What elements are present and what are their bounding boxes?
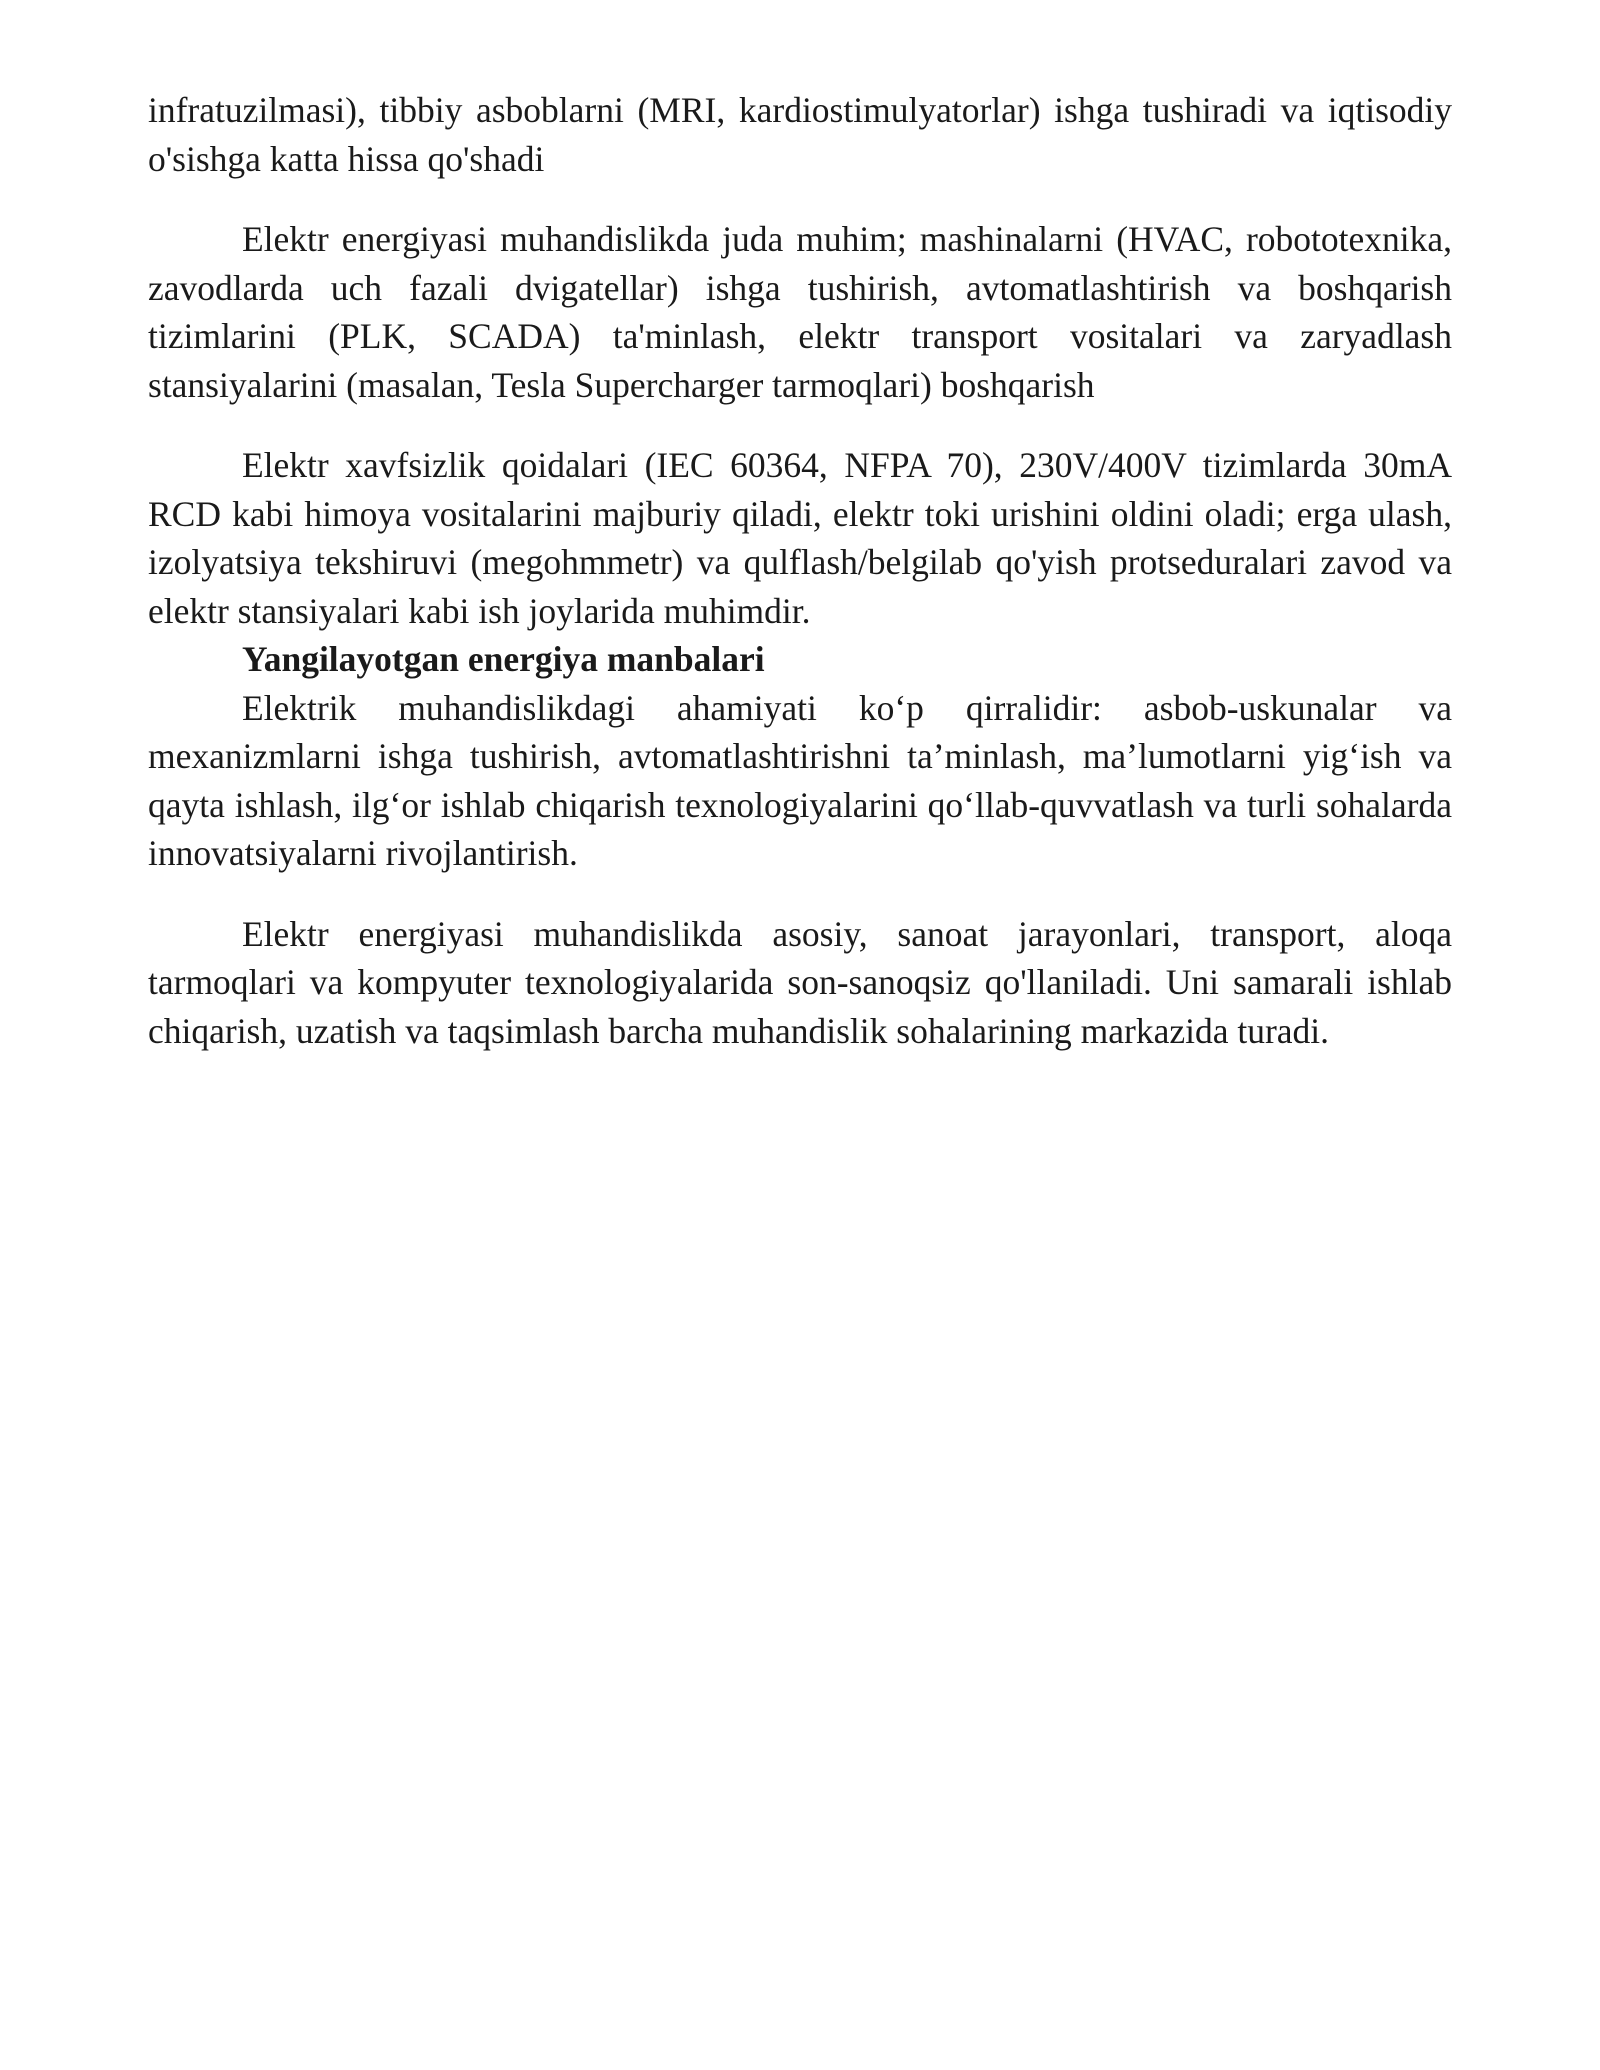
paragraph-electrical-safety: Elektr xavfsizlik qoidalari (IEC 60364, NFPA 70), 230V/400V tizimlarda 30mA RCD kabi himoya vositalarini majburiy qiladi, elektr toki urishini oldini oladi; erga ulash, izolyatsiya tekshiruvi (megohmmetr) va qulflash/belgilab qo'yish protseduralari zavod va elektr stansiyalari kabi ish joylarida muhimdir. bbox=[148, 445, 1452, 631]
paragraph-significance: Elektrik muhandislikdagi ahamiyati ko‘p qirralidir: asbob-uskunalar va mexanizmlarni ishga tushirish, avtomatlashtirishni ta’minlash, ma’lumotlarni yig‘ish va qayta ishlash, ilg‘or ishlab chiqarish texnologiyalarini qo‘llab-quvvatlash va turli sohalarda innovatsiyalarni rivojlantirish. bbox=[148, 687, 1452, 873]
paragraph-applications: Elektr energiyasi muhandislikda asosiy, sanoat jarayonlari, transport, aloqa tarmoqlari va kompyuter texnologiyalarida son-sanoqsiz qo'llaniladi. Uni samarali ishlab chiqarish, uzatish va taqsimlash barcha muhandislik sohalarining markazida turadi. bbox=[148, 913, 1452, 1051]
document-page bbox=[148, 86, 1452, 1055]
paragraph-continuation: infratuzilmasi), tibbiy asboblarni (MRI, kardiostimulyatorlar) ishga tushiradi va iqtisodiy o'sishga katta hissa qo'shadi bbox=[148, 90, 1452, 179]
section-heading: Yangilayotgan energiya manbalari bbox=[242, 639, 765, 679]
paragraph-engineering-uses: Elektr energiyasi muhandislikda juda muhim; mashinalarni (HVAC, robototexnika, zavodlarda uch fazali dvigatellar) ishga tushirish, avtomatlashtirish va boshqarish tizimlarini (PLK, SCADA) ta'minlash, elektr transport vositalari va zaryadlash stansiyalarini (masalan, Tesla Supercharger tarmoqlari) boshqarish bbox=[148, 219, 1452, 405]
